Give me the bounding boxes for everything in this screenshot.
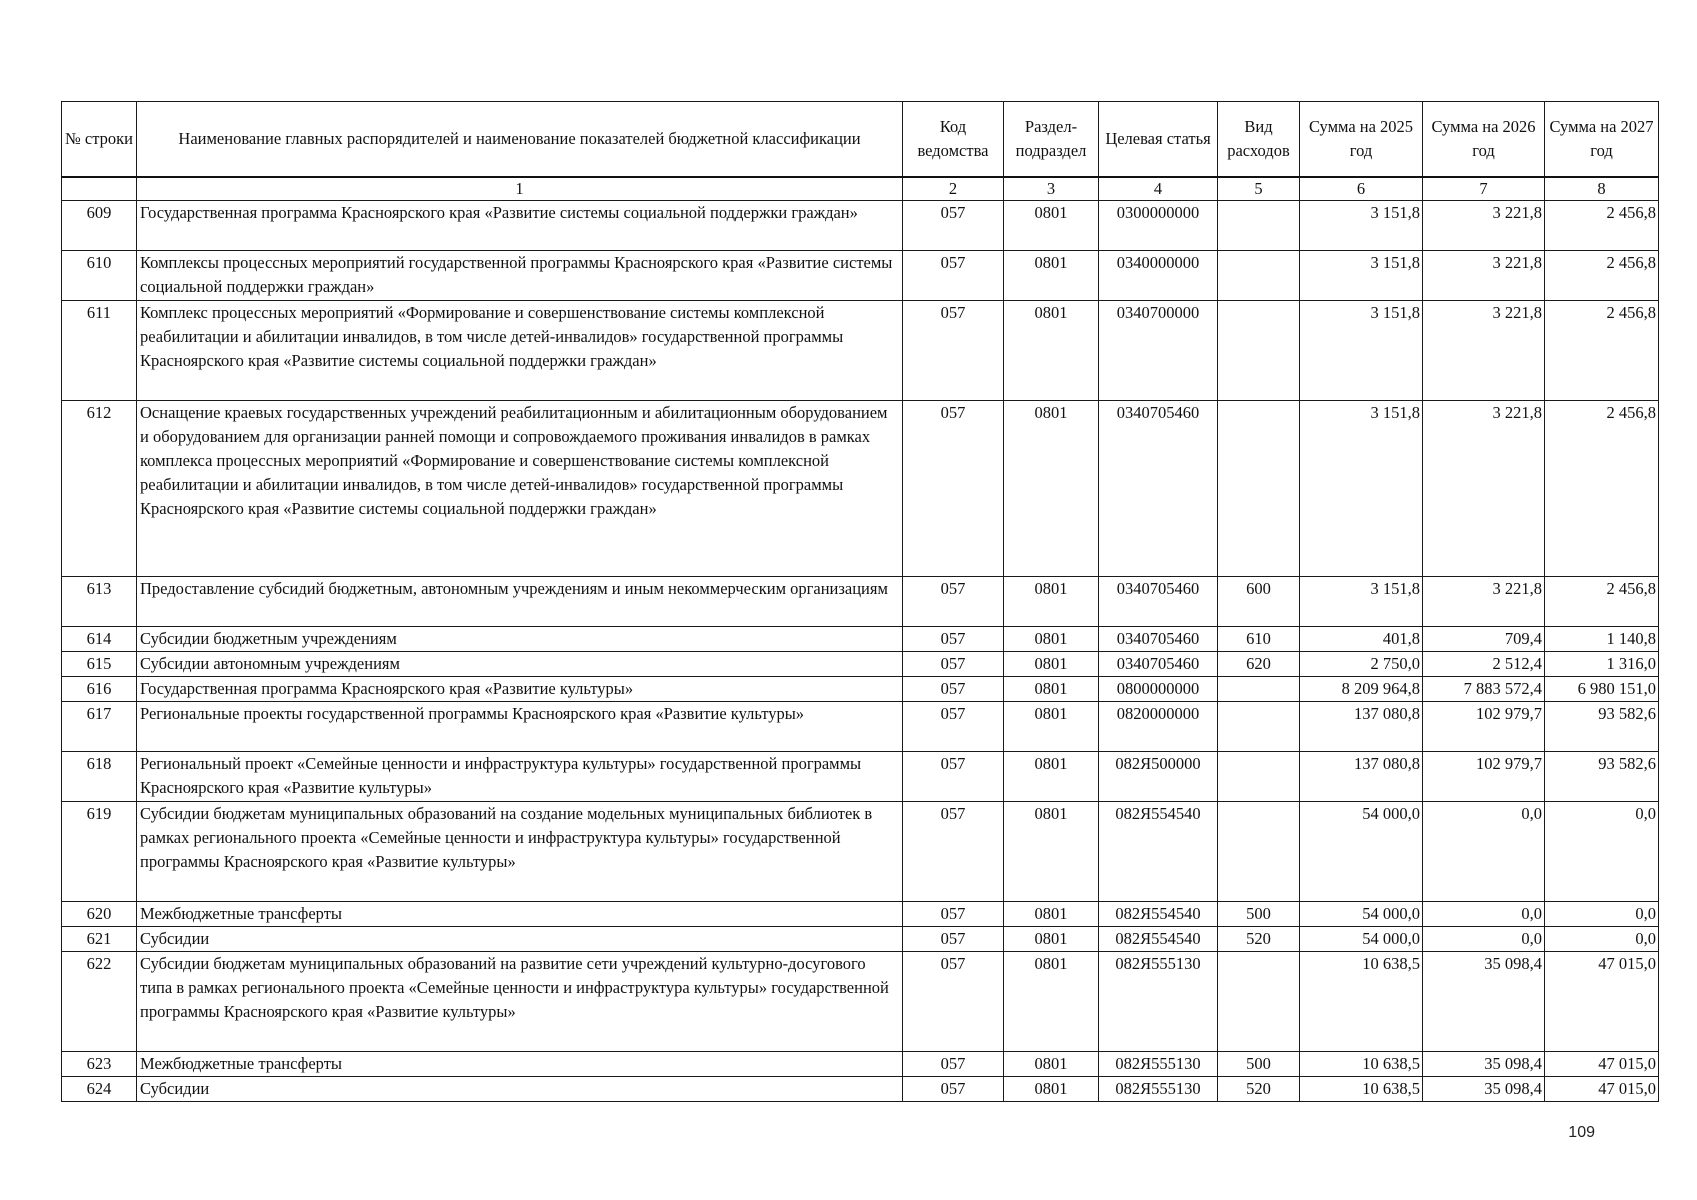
row-kind xyxy=(1218,201,1300,251)
table-row xyxy=(62,627,1659,652)
header-section: Раздел-подраздел xyxy=(1004,102,1099,178)
row-number: 623 xyxy=(62,1052,137,1077)
row-number: 610 xyxy=(62,251,137,301)
table-row xyxy=(62,702,1659,752)
column-number xyxy=(62,177,137,201)
row-kind xyxy=(1218,802,1300,902)
row-sum-2025: 137 080,8 xyxy=(1300,752,1423,802)
column-number-row xyxy=(62,177,1659,201)
table-row xyxy=(62,577,1659,627)
budget-table xyxy=(61,101,1659,1102)
row-kind: 600 xyxy=(1218,577,1300,627)
row-name: Межбюджетные трансферты xyxy=(137,902,903,927)
row-name: Комплексы процессных мероприятий государственной программы Красноярского края «Развитие системы социальной поддержки граждан» xyxy=(137,251,903,301)
row-sum-2025: 10 638,5 xyxy=(1300,1052,1423,1077)
row-kind: 500 xyxy=(1218,1052,1300,1077)
row-target: 0340705460 xyxy=(1099,627,1218,652)
row-dept-code: 057 xyxy=(903,652,1004,677)
row-sum-2026: 3 221,8 xyxy=(1423,577,1545,627)
row-sum-2025: 54 000,0 xyxy=(1300,802,1423,902)
row-target: 0340705460 xyxy=(1099,401,1218,577)
row-kind: 520 xyxy=(1218,927,1300,952)
row-sum-2026: 3 221,8 xyxy=(1423,201,1545,251)
row-name: Предоставление субсидий бюджетным, автономным учреждениям и иным некоммерческим организациям xyxy=(137,577,903,627)
row-sum-2025: 54 000,0 xyxy=(1300,927,1423,952)
column-number: 5 xyxy=(1218,177,1300,201)
row-kind: 520 xyxy=(1218,1077,1300,1102)
row-sum-2026: 102 979,7 xyxy=(1423,702,1545,752)
table-row xyxy=(62,251,1659,301)
row-sum-2026: 35 098,4 xyxy=(1423,952,1545,1052)
row-sum-2026: 102 979,7 xyxy=(1423,752,1545,802)
table-row xyxy=(62,952,1659,1052)
row-sum-2025: 10 638,5 xyxy=(1300,1077,1423,1102)
row-section: 0801 xyxy=(1004,902,1099,927)
row-section: 0801 xyxy=(1004,952,1099,1052)
table-row xyxy=(62,677,1659,702)
row-target: 0340705460 xyxy=(1099,652,1218,677)
row-name: Государственная программа Красноярского края «Развитие системы социальной поддержки граждан» xyxy=(137,201,903,251)
row-sum-2026: 3 221,8 xyxy=(1423,301,1545,401)
row-dept-code: 057 xyxy=(903,401,1004,577)
row-sum-2025: 10 638,5 xyxy=(1300,952,1423,1052)
row-dept-code: 057 xyxy=(903,752,1004,802)
column-number: 2 xyxy=(903,177,1004,201)
table-row xyxy=(62,752,1659,802)
row-kind xyxy=(1218,702,1300,752)
row-kind xyxy=(1218,677,1300,702)
row-name: Оснащение краевых государственных учреждений реабилитационным и абилитационным оборудованием и оборудованием для организации ранней помощи и сопровождаемого проживания инвалидов в рамках комплекса процессных мероприятий «Формирование и совершенствование системы комплексной реабилитации и абилитации инвалидов, в том числе детей-инвалидов» государственной программы Красноярского края «Развитие системы социальной поддержки граждан» xyxy=(137,401,903,577)
row-number: 616 xyxy=(62,677,137,702)
row-name: Субсидии автономным учреждениям xyxy=(137,652,903,677)
row-sum-2026: 709,4 xyxy=(1423,627,1545,652)
row-sum-2027: 47 015,0 xyxy=(1545,1077,1659,1102)
row-section: 0801 xyxy=(1004,577,1099,627)
row-sum-2025: 3 151,8 xyxy=(1300,577,1423,627)
row-kind: 500 xyxy=(1218,902,1300,927)
row-sum-2025: 3 151,8 xyxy=(1300,301,1423,401)
row-sum-2027: 2 456,8 xyxy=(1545,251,1659,301)
row-dept-code: 057 xyxy=(903,301,1004,401)
row-name: Комплекс процессных мероприятий «Формирование и совершенствование системы комплексной реабилитации и абилитации инвалидов, в том числе детей-инвалидов» государственной программы Красноярского края «Развитие системы социальной поддержки граждан» xyxy=(137,301,903,401)
row-sum-2026: 35 098,4 xyxy=(1423,1052,1545,1077)
row-number: 615 xyxy=(62,652,137,677)
header-dept-code: Код ведомства xyxy=(903,102,1004,178)
column-number: 7 xyxy=(1423,177,1545,201)
page-number: 109 xyxy=(1568,1124,1595,1141)
row-sum-2025: 3 151,8 xyxy=(1300,201,1423,251)
row-name: Региональные проекты государственной программы Красноярского края «Развитие культуры» xyxy=(137,702,903,752)
row-section: 0801 xyxy=(1004,802,1099,902)
table-row xyxy=(62,1077,1659,1102)
table-row xyxy=(62,902,1659,927)
row-sum-2027: 47 015,0 xyxy=(1545,1052,1659,1077)
row-sum-2027: 2 456,8 xyxy=(1545,201,1659,251)
row-sum-2027: 2 456,8 xyxy=(1545,401,1659,577)
row-number: 620 xyxy=(62,902,137,927)
row-kind: 610 xyxy=(1218,627,1300,652)
row-kind xyxy=(1218,401,1300,577)
row-sum-2025: 2 750,0 xyxy=(1300,652,1423,677)
row-kind xyxy=(1218,251,1300,301)
table-body xyxy=(62,177,1659,1102)
row-section: 0801 xyxy=(1004,1052,1099,1077)
row-sum-2027: 0,0 xyxy=(1545,802,1659,902)
row-sum-2027: 0,0 xyxy=(1545,902,1659,927)
row-dept-code: 057 xyxy=(903,802,1004,902)
row-section: 0801 xyxy=(1004,401,1099,577)
row-sum-2025: 54 000,0 xyxy=(1300,902,1423,927)
row-kind xyxy=(1218,752,1300,802)
row-dept-code: 057 xyxy=(903,927,1004,952)
column-number: 3 xyxy=(1004,177,1099,201)
column-number: 8 xyxy=(1545,177,1659,201)
row-dept-code: 057 xyxy=(903,902,1004,927)
row-dept-code: 057 xyxy=(903,1077,1004,1102)
row-number: 609 xyxy=(62,201,137,251)
row-sum-2027: 93 582,6 xyxy=(1545,752,1659,802)
row-number: 614 xyxy=(62,627,137,652)
table-row xyxy=(62,1052,1659,1077)
row-dept-code: 057 xyxy=(903,251,1004,301)
row-section: 0801 xyxy=(1004,752,1099,802)
row-number: 612 xyxy=(62,401,137,577)
column-number: 1 xyxy=(137,177,903,201)
row-number: 621 xyxy=(62,927,137,952)
table-row xyxy=(62,301,1659,401)
row-target: 082Я555130 xyxy=(1099,1077,1218,1102)
row-target: 0300000000 xyxy=(1099,201,1218,251)
row-sum-2025: 137 080,8 xyxy=(1300,702,1423,752)
row-target: 0340000000 xyxy=(1099,251,1218,301)
row-sum-2027: 47 015,0 xyxy=(1545,952,1659,1052)
table-row xyxy=(62,802,1659,902)
column-number: 4 xyxy=(1099,177,1218,201)
row-sum-2025: 3 151,8 xyxy=(1300,251,1423,301)
row-kind xyxy=(1218,301,1300,401)
row-section: 0801 xyxy=(1004,927,1099,952)
row-target: 0800000000 xyxy=(1099,677,1218,702)
row-sum-2025: 3 151,8 xyxy=(1300,401,1423,577)
row-sum-2027: 6 980 151,0 xyxy=(1545,677,1659,702)
row-section: 0801 xyxy=(1004,677,1099,702)
row-dept-code: 057 xyxy=(903,677,1004,702)
row-kind: 620 xyxy=(1218,652,1300,677)
table-row xyxy=(62,927,1659,952)
row-section: 0801 xyxy=(1004,251,1099,301)
row-target: 0820000000 xyxy=(1099,702,1218,752)
header-kind: Вид расходов xyxy=(1218,102,1300,178)
row-dept-code: 057 xyxy=(903,952,1004,1052)
table-row xyxy=(62,201,1659,251)
row-dept-code: 057 xyxy=(903,627,1004,652)
row-target: 082Я500000 xyxy=(1099,752,1218,802)
row-target: 082Я554540 xyxy=(1099,927,1218,952)
row-section: 0801 xyxy=(1004,627,1099,652)
row-sum-2027: 1 316,0 xyxy=(1545,652,1659,677)
row-target: 082Я554540 xyxy=(1099,802,1218,902)
header-sum-2026: Сумма на 2026 год xyxy=(1423,102,1545,178)
row-sum-2025: 401,8 xyxy=(1300,627,1423,652)
row-dept-code: 057 xyxy=(903,201,1004,251)
row-kind xyxy=(1218,952,1300,1052)
table-header xyxy=(62,102,1659,178)
row-name: Субсидии бюджетным учреждениям xyxy=(137,627,903,652)
row-name: Межбюджетные трансферты xyxy=(137,1052,903,1077)
row-dept-code: 057 xyxy=(903,702,1004,752)
row-sum-2027: 2 456,8 xyxy=(1545,301,1659,401)
row-sum-2025: 8 209 964,8 xyxy=(1300,677,1423,702)
row-sum-2027: 93 582,6 xyxy=(1545,702,1659,752)
row-dept-code: 057 xyxy=(903,1052,1004,1077)
column-number: 6 xyxy=(1300,177,1423,201)
row-sum-2027: 0,0 xyxy=(1545,927,1659,952)
row-target: 082Я554540 xyxy=(1099,902,1218,927)
table-row xyxy=(62,652,1659,677)
row-section: 0801 xyxy=(1004,1077,1099,1102)
row-name: Государственная программа Красноярского края «Развитие культуры» xyxy=(137,677,903,702)
table-row xyxy=(62,401,1659,577)
row-number: 618 xyxy=(62,752,137,802)
row-sum-2027: 1 140,8 xyxy=(1545,627,1659,652)
header-sum-2027: Сумма на 2027 год xyxy=(1545,102,1659,178)
row-number: 624 xyxy=(62,1077,137,1102)
header-target: Целевая статья xyxy=(1099,102,1218,178)
header-name: Наименование главных распорядителей и наименование показателей бюджетной классификации xyxy=(137,102,903,178)
row-sum-2026: 35 098,4 xyxy=(1423,1077,1545,1102)
row-section: 0801 xyxy=(1004,201,1099,251)
row-target: 0340705460 xyxy=(1099,577,1218,627)
row-number: 619 xyxy=(62,802,137,902)
row-sum-2026: 3 221,8 xyxy=(1423,251,1545,301)
header-row-no: № строки xyxy=(62,102,137,178)
row-sum-2026: 2 512,4 xyxy=(1423,652,1545,677)
row-number: 617 xyxy=(62,702,137,752)
row-section: 0801 xyxy=(1004,702,1099,752)
row-name: Субсидии бюджетам муниципальных образований на создание модельных муниципальных библиотек в рамках регионального проекта «Семейные ценности и инфраструктура культуры» государственной программы Красноярского края «Развитие культуры» xyxy=(137,802,903,902)
row-name: Субсидии xyxy=(137,927,903,952)
row-sum-2026: 0,0 xyxy=(1423,802,1545,902)
row-sum-2026: 7 883 572,4 xyxy=(1423,677,1545,702)
row-dept-code: 057 xyxy=(903,577,1004,627)
row-target: 0340700000 xyxy=(1099,301,1218,401)
row-name: Субсидии бюджетам муниципальных образований на развитие сети учреждений культурно-досугового типа в рамках регионального проекта «Семейные ценности и инфраструктура культуры» государственной программы Красноярского края «Развитие культуры» xyxy=(137,952,903,1052)
row-sum-2027: 2 456,8 xyxy=(1545,577,1659,627)
row-sum-2026: 3 221,8 xyxy=(1423,401,1545,577)
row-name: Субсидии xyxy=(137,1077,903,1102)
row-target: 082Я555130 xyxy=(1099,1052,1218,1077)
row-section: 0801 xyxy=(1004,652,1099,677)
row-number: 611 xyxy=(62,301,137,401)
row-number: 613 xyxy=(62,577,137,627)
row-number: 622 xyxy=(62,952,137,1052)
row-sum-2026: 0,0 xyxy=(1423,902,1545,927)
row-section: 0801 xyxy=(1004,301,1099,401)
row-name: Региональный проект «Семейные ценности и инфраструктура культуры» государственной программы Красноярского края «Развитие культуры» xyxy=(137,752,903,802)
row-sum-2026: 0,0 xyxy=(1423,927,1545,952)
header-sum-2025: Сумма на 2025 год xyxy=(1300,102,1423,178)
row-target: 082Я555130 xyxy=(1099,952,1218,1052)
